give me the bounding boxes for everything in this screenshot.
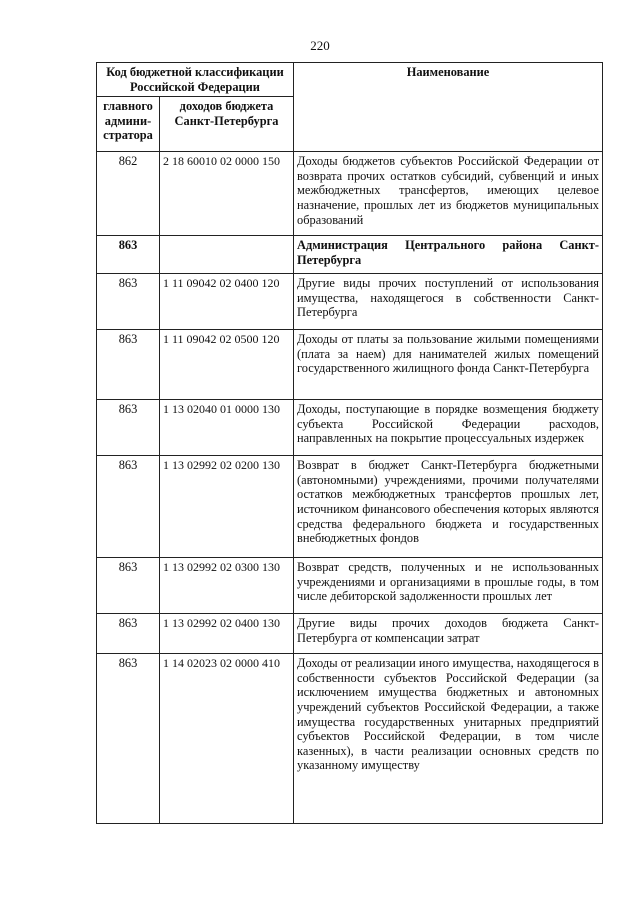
table-row	[97, 558, 603, 614]
header-chief-administrator: главного админи-стратора	[97, 97, 160, 152]
revenue-code-cell: 2 18 60010 02 0000 150	[160, 152, 294, 236]
revenue-code-cell: 1 13 02992 02 0400 130	[160, 614, 294, 654]
admin-code-cell: 863	[97, 400, 160, 456]
admin-code-cell: 863	[97, 236, 160, 274]
name-cell: Доходы от реализации иного имущества, находящегося в собственности субъектов Российской Федерации (за исключением имущества бюджетных и автономных учреждений субъектов Российской Федерации, а также имущества государственных унитарных предприятий субъектов Российской Федерации, в том числе казенных), в части реализации основных средств по указанному имуществу	[294, 654, 603, 824]
name-cell: Доходы бюджетов субъектов Российской Федерации от возврата прочих остатков субсидий, субвенций и иных межбюджетных трансфертов, имеющих целевое назначение, прошлых лет из бюджетов муниципальных образований	[294, 152, 603, 236]
name-cell: Возврат средств, полученных и не использованных учреждениями и организациями в прошлые годы, в том числе дебиторской задолженности прошлых лет	[294, 558, 603, 614]
revenue-code-cell: 1 13 02992 02 0200 130	[160, 456, 294, 558]
page-number: 220	[310, 38, 330, 53]
name-cell: Доходы, поступающие в порядке возмещения бюджету субъекта Российской Федерации расходов, направленных на покрытие процессуальных издержек	[294, 400, 603, 456]
name-cell: Возврат в бюджет Санкт-Петербурга бюджетными (автономными) учреждениями, прочими получателями остатков межбюджетных трансфертов прошлых лет, источником финансового обеспечения которых являются средства федерального бюджета и государственных внебюджетных фондов	[294, 456, 603, 558]
header-name: Наименование	[294, 63, 603, 152]
name-cell: Доходы от платы за пользование жилыми помещениями (плата за наем) для нанимателей жилых помещений государственного жилищного фонда Санкт-Петербурга	[294, 330, 603, 400]
header-budget-classification-code: Код бюджетной классификации Российской Федерации	[97, 63, 294, 97]
admin-code-cell: 863	[97, 614, 160, 654]
name-cell: Другие виды прочих доходов бюджета Санкт-Петербурга от компенсации затрат	[294, 614, 603, 654]
table-row	[97, 330, 603, 400]
table-row	[97, 274, 603, 330]
revenue-code-cell: 1 14 02023 02 0000 410	[160, 654, 294, 824]
table-row	[97, 400, 603, 456]
table-row	[97, 152, 603, 236]
admin-code-cell: 863	[97, 654, 160, 824]
budget-classification-table	[96, 62, 603, 824]
revenue-code-cell: 1 13 02992 02 0300 130	[160, 558, 294, 614]
header-revenue-code: доходов бюджета Санкт-Петербурга	[160, 97, 294, 152]
admin-code-cell: 863	[97, 558, 160, 614]
admin-code-cell: 862	[97, 152, 160, 236]
table-row	[97, 614, 603, 654]
table-row-section-header	[97, 236, 603, 274]
revenue-code-cell	[160, 236, 294, 274]
name-cell: Администрация Центрального района Санкт-Петербурга	[294, 236, 603, 274]
name-cell: Другие виды прочих поступлений от использования имущества, находящегося в собственности Санкт-Петербурга	[294, 274, 603, 330]
table-header-row	[97, 63, 603, 97]
admin-code-cell: 863	[97, 274, 160, 330]
table-row	[97, 654, 603, 824]
table-row	[97, 456, 603, 558]
admin-code-cell: 863	[97, 456, 160, 558]
revenue-code-cell: 1 11 09042 02 0500 120	[160, 330, 294, 400]
admin-code-cell: 863	[97, 330, 160, 400]
revenue-code-cell: 1 11 09042 02 0400 120	[160, 274, 294, 330]
revenue-code-cell: 1 13 02040 01 0000 130	[160, 400, 294, 456]
